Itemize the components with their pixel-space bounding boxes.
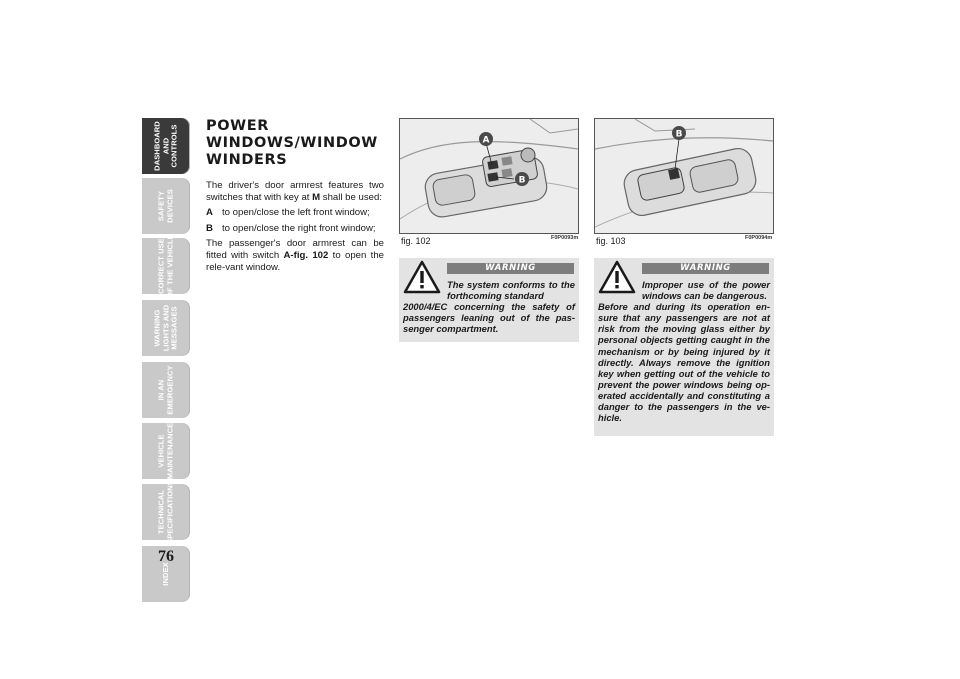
warning-box bbox=[594, 258, 774, 436]
tab-warning-lights[interactable] bbox=[142, 300, 190, 356]
tab-label: SAFETY DEVICES bbox=[156, 189, 174, 223]
item-key: A bbox=[206, 207, 213, 219]
section-body bbox=[206, 180, 384, 277]
tab-dashboard-and-controls[interactable] bbox=[142, 118, 190, 174]
figure-reference: A-fig. 102 bbox=[283, 250, 329, 262]
warning-text-lead: Improper use of the power windows can be dangerous. bbox=[642, 279, 770, 302]
warning-heading: WARNING bbox=[447, 263, 574, 274]
passenger-paragraph bbox=[206, 238, 384, 275]
tab-label: TECHNICAL SPECIFICATIONS bbox=[156, 480, 174, 544]
figure-code: F0P0094m bbox=[745, 235, 773, 241]
tab-correct-use[interactable] bbox=[142, 234, 190, 298]
tab-label: CORRECT USE OF THE VEHICLE bbox=[156, 234, 174, 298]
figure-102-image bbox=[399, 118, 579, 234]
tab-label: INDEX bbox=[160, 562, 170, 586]
figure-code: F0P0093m bbox=[551, 235, 579, 241]
figure-103-image bbox=[594, 118, 774, 234]
tab-label: DASHBOARD AND CONTROLS bbox=[152, 121, 179, 171]
warning-text bbox=[403, 279, 575, 334]
passenger-text-end: to open the rele-vant window. bbox=[206, 250, 384, 274]
intro-text: The driver's door armrest features two switches that with key at bbox=[206, 180, 384, 204]
warning-heading: WARNING bbox=[642, 263, 769, 274]
callout-a: A bbox=[482, 135, 490, 146]
list-item bbox=[206, 207, 384, 219]
intro-text-end: shall be used: bbox=[320, 192, 382, 204]
section-title: POWER WINDOWS/WINDOW WINDERS bbox=[206, 118, 378, 168]
tab-label: WARNING LIGHTS AND MESSAGES bbox=[152, 304, 179, 352]
tab-safety-devices[interactable] bbox=[142, 178, 190, 234]
tab-technical-specifications[interactable] bbox=[142, 480, 190, 544]
list-item bbox=[206, 223, 384, 235]
page-number: 76 bbox=[158, 548, 174, 565]
callout-b: B bbox=[518, 175, 526, 186]
figure-caption: fig. 102 bbox=[401, 236, 431, 246]
warning-text-rest: 2000/4/EC concerning the safety of passengers leaning out of the pas-senger compartment. bbox=[403, 301, 575, 335]
callout-b: B bbox=[675, 129, 683, 140]
warning-text bbox=[598, 279, 770, 423]
item-key: B bbox=[206, 222, 213, 234]
tab-vehicle-maintenance[interactable] bbox=[142, 423, 190, 479]
intro-paragraph bbox=[206, 180, 384, 204]
tab-label: VEHICLE MAINTENANCE bbox=[156, 422, 174, 480]
key-letter: M bbox=[312, 192, 321, 204]
item-text: to open/close the left front window; bbox=[222, 207, 370, 219]
tab-in-an-emergency[interactable] bbox=[142, 362, 190, 418]
warning-text-lead: The system conforms to the forthcoming standard bbox=[447, 279, 575, 302]
passenger-text: The passenger's door armrest can be fitted with switch bbox=[206, 237, 384, 262]
warning-box bbox=[399, 258, 579, 342]
tab-label: IN AN EMERGENCY bbox=[156, 365, 174, 415]
item-text: to open/close the right front window; bbox=[222, 222, 376, 234]
figure-caption: fig. 103 bbox=[596, 236, 626, 246]
warning-text-rest: Before and during its operation en-sure that any passengers are not at risk from the moving glass either by personal objects getting caught in the mechanism or by being injured by it directly. Always remove the ignition key when getting out of the vehicle to prevent the power windows being op-erated accidentally and constituting a danger to the passengers in the ve-hicle. bbox=[598, 301, 770, 424]
